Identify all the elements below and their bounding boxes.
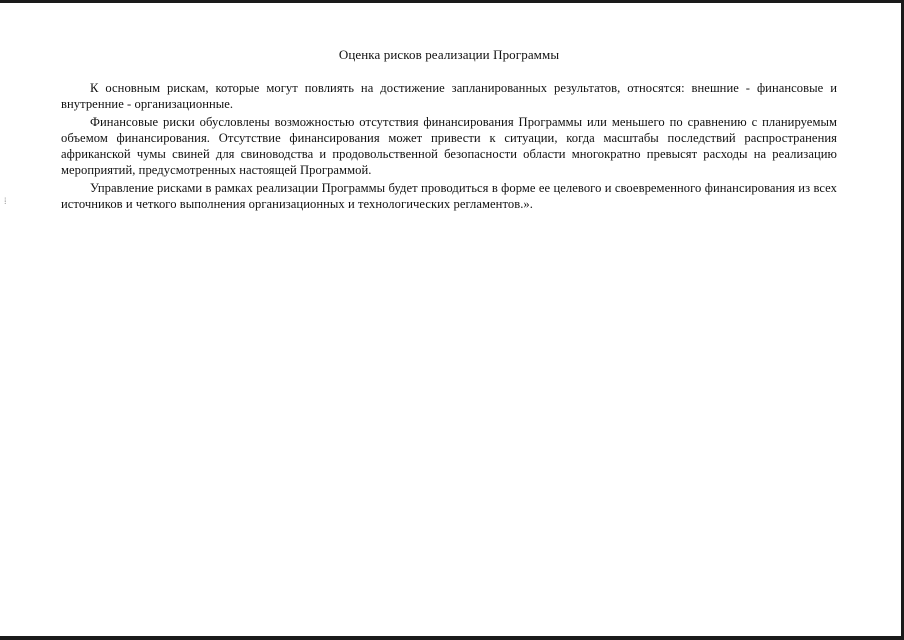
scan-edge-bottom (0, 636, 904, 640)
document-page (61, 47, 837, 214)
scan-artifact: ⁞ (4, 196, 7, 206)
document-title: Оценка рисков реализации Программы (338, 47, 560, 62)
paragraph-risk-management: Управление рисками в рамках реализации Программы будет проводиться в форме ее целевого и своевременного финансирования из всех источников и четкого выполнения организационных и технологических регламентов.». (61, 181, 837, 211)
scan-edge-top (0, 0, 904, 3)
paragraph-financial-risks: Финансовые риски обусловлены возможностью отсутствия финансирования Программы или меньшего по сравнению с планируемым объемом финансирования. Отсутствие финансирования может привести к ситуации, когда масштабы последствий распространения африканской чумы свиней для свиноводства и продовольственной безопасности области многократно превысят расходы на реализацию мероприятий, предусмотренных настоящей Программой. (61, 115, 837, 177)
paragraph-risk-types: К основным рискам, которые могут повлиять на достижение запланированных результатов, относятся: внешние - финансовые и внутренние - организационные. (61, 81, 837, 111)
